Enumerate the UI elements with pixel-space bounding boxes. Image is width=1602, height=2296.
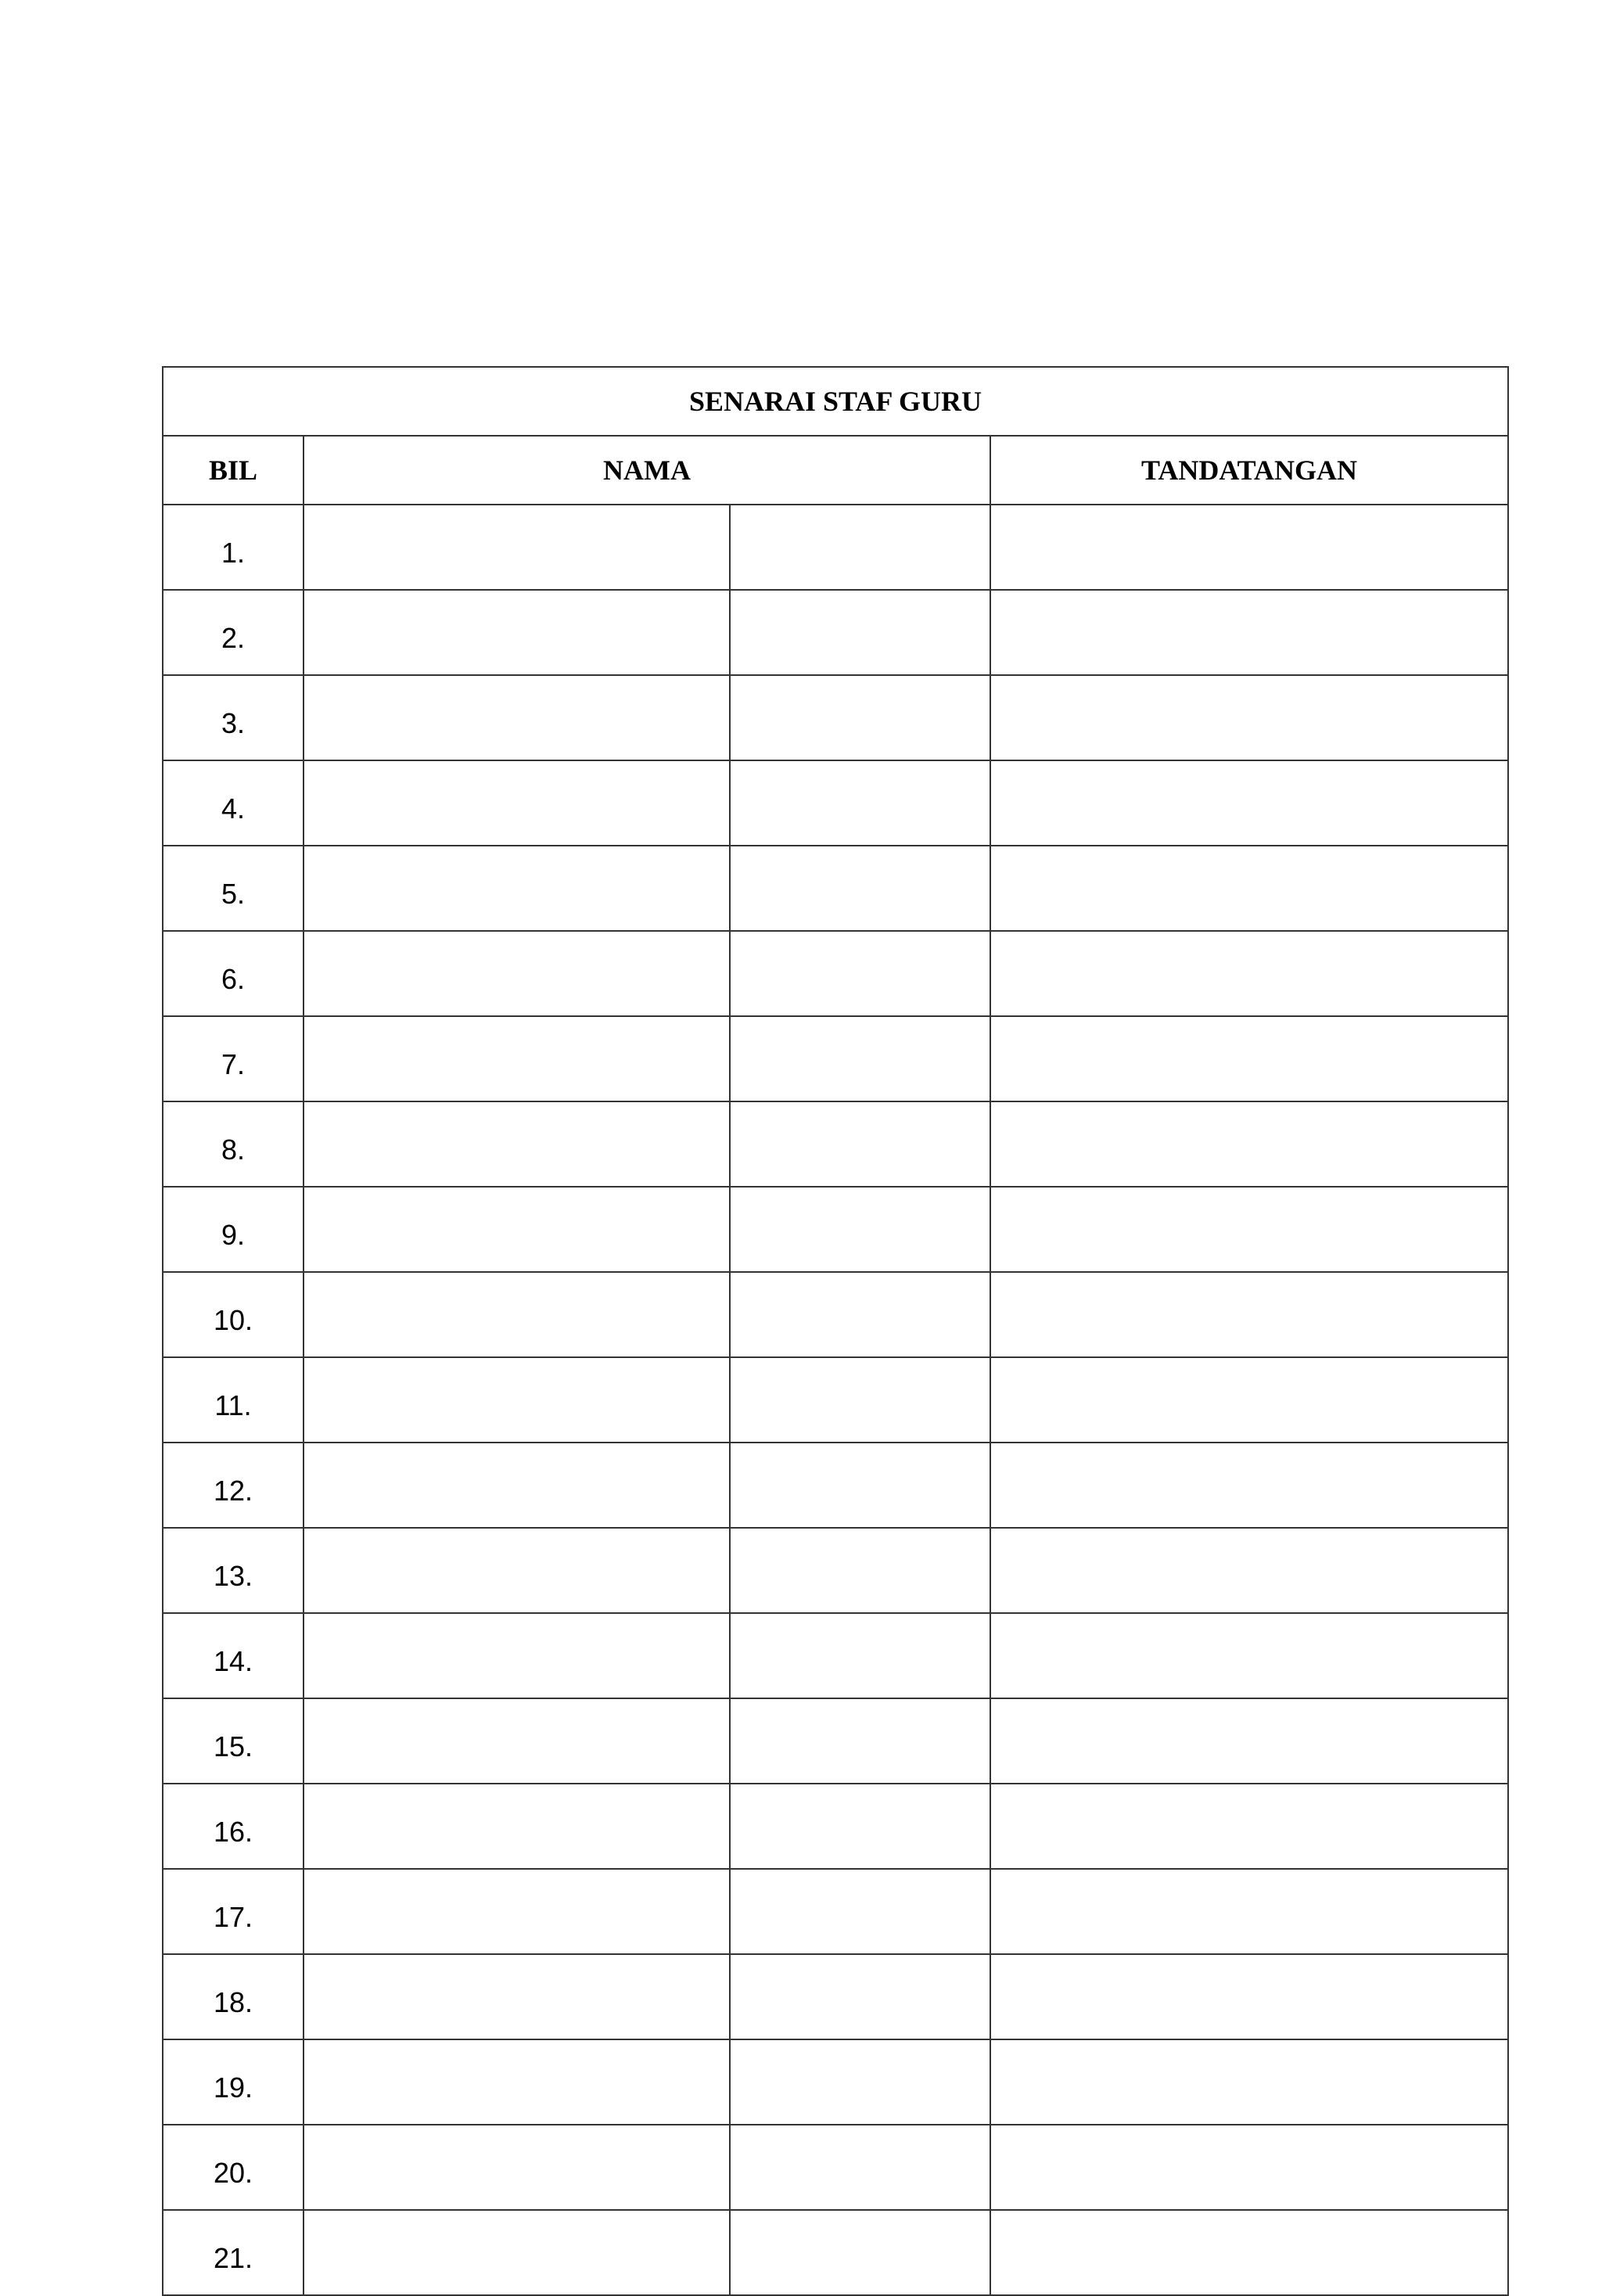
title-row [163, 367, 1508, 436]
name-cell[interactable] [304, 590, 730, 675]
name-extra-cell[interactable] [730, 760, 990, 846]
signature-cell[interactable] [990, 1784, 1508, 1869]
name-extra-cell[interactable] [730, 505, 990, 590]
signature-cell[interactable] [990, 1869, 1508, 1954]
name-cell[interactable] [304, 931, 730, 1016]
signature-cell[interactable] [990, 675, 1508, 760]
signature-cell[interactable] [990, 1954, 1508, 2039]
signature-cell[interactable] [990, 1272, 1508, 1357]
signature-cell[interactable] [990, 846, 1508, 931]
name-extra-cell[interactable] [730, 1187, 990, 1272]
name-cell[interactable] [304, 846, 730, 931]
name-extra-cell[interactable] [730, 1101, 990, 1187]
header-tandatangan: TANDATANGAN [990, 436, 1508, 505]
row-number: 17. [163, 1869, 304, 1954]
table-row [163, 1954, 1508, 2039]
table-row [163, 505, 1508, 590]
name-cell[interactable] [304, 2210, 730, 2295]
row-number: 6. [163, 931, 304, 1016]
table-row [163, 1443, 1508, 1528]
table-row [163, 846, 1508, 931]
signature-cell[interactable] [990, 590, 1508, 675]
table-row [163, 1528, 1508, 1613]
signature-cell[interactable] [990, 1101, 1508, 1187]
name-cell[interactable] [304, 1869, 730, 1954]
header-bil: BIL [163, 436, 304, 505]
table-row [163, 760, 1508, 846]
name-cell[interactable] [304, 1528, 730, 1613]
name-cell[interactable] [304, 505, 730, 590]
table-row [163, 590, 1508, 675]
name-extra-cell[interactable] [730, 2125, 990, 2210]
row-number: 10. [163, 1272, 304, 1357]
row-number: 12. [163, 1443, 304, 1528]
name-extra-cell[interactable] [730, 1016, 990, 1101]
name-cell[interactable] [304, 1784, 730, 1869]
row-number: 18. [163, 1954, 304, 2039]
row-number: 7. [163, 1016, 304, 1101]
signature-cell[interactable] [990, 1698, 1508, 1784]
name-cell[interactable] [304, 1101, 730, 1187]
signature-cell[interactable] [990, 760, 1508, 846]
table-row [163, 1784, 1508, 1869]
row-number: 9. [163, 1187, 304, 1272]
name-extra-cell[interactable] [730, 931, 990, 1016]
table-row [163, 1187, 1508, 1272]
name-cell[interactable] [304, 1272, 730, 1357]
name-cell[interactable] [304, 1443, 730, 1528]
table-row [163, 2039, 1508, 2125]
signature-cell[interactable] [990, 2210, 1508, 2295]
table-row [163, 2125, 1508, 2210]
signature-cell[interactable] [990, 2039, 1508, 2125]
table-row [163, 675, 1508, 760]
name-extra-cell[interactable] [730, 1698, 990, 1784]
table-row [163, 2210, 1508, 2295]
table-body [163, 367, 1508, 2295]
header-row [163, 436, 1508, 505]
name-extra-cell[interactable] [730, 1357, 990, 1443]
name-cell[interactable] [304, 760, 730, 846]
row-number: 8. [163, 1101, 304, 1187]
name-cell[interactable] [304, 1016, 730, 1101]
row-number: 20. [163, 2125, 304, 2210]
name-cell[interactable] [304, 1698, 730, 1784]
name-extra-cell[interactable] [730, 2039, 990, 2125]
row-number: 3. [163, 675, 304, 760]
name-cell[interactable] [304, 675, 730, 760]
table-row [163, 1101, 1508, 1187]
name-extra-cell[interactable] [730, 1528, 990, 1613]
row-number: 21. [163, 2210, 304, 2295]
table-row [163, 931, 1508, 1016]
row-number: 14. [163, 1613, 304, 1698]
signature-cell[interactable] [990, 1016, 1508, 1101]
table-row [163, 1869, 1508, 1954]
table-row [163, 1272, 1508, 1357]
name-extra-cell[interactable] [730, 675, 990, 760]
signature-cell[interactable] [990, 1357, 1508, 1443]
row-number: 5. [163, 846, 304, 931]
signature-cell[interactable] [990, 1613, 1508, 1698]
row-number: 13. [163, 1528, 304, 1613]
name-cell[interactable] [304, 1187, 730, 1272]
staff-list-table [162, 366, 1509, 2296]
name-cell[interactable] [304, 1954, 730, 2039]
name-extra-cell[interactable] [730, 1272, 990, 1357]
row-number: 16. [163, 1784, 304, 1869]
table-row [163, 1613, 1508, 1698]
signature-cell[interactable] [990, 1528, 1508, 1613]
table-row [163, 1698, 1508, 1784]
name-extra-cell[interactable] [730, 1443, 990, 1528]
row-number: 11. [163, 1357, 304, 1443]
name-cell[interactable] [304, 2125, 730, 2210]
row-number: 2. [163, 590, 304, 675]
table-row [163, 1016, 1508, 1101]
signature-cell[interactable] [990, 1187, 1508, 1272]
signature-cell[interactable] [990, 1443, 1508, 1528]
row-number: 1. [163, 505, 304, 590]
signature-cell[interactable] [990, 505, 1508, 590]
name-cell[interactable] [304, 1613, 730, 1698]
signature-cell[interactable] [990, 2125, 1508, 2210]
name-cell[interactable] [304, 1357, 730, 1443]
name-extra-cell[interactable] [730, 1784, 990, 1869]
row-number: 19. [163, 2039, 304, 2125]
name-extra-cell[interactable] [730, 846, 990, 931]
name-extra-cell[interactable] [730, 1954, 990, 2039]
name-extra-cell[interactable] [730, 2210, 990, 2295]
name-extra-cell[interactable] [730, 1869, 990, 1954]
table-title: SENARAI STAF GURU [163, 367, 1508, 436]
name-extra-cell[interactable] [730, 1613, 990, 1698]
name-cell[interactable] [304, 2039, 730, 2125]
header-nama: NAMA [304, 436, 990, 505]
row-number: 4. [163, 760, 304, 846]
table-row [163, 1357, 1508, 1443]
signature-cell[interactable] [990, 931, 1508, 1016]
row-number: 15. [163, 1698, 304, 1784]
name-extra-cell[interactable] [730, 590, 990, 675]
